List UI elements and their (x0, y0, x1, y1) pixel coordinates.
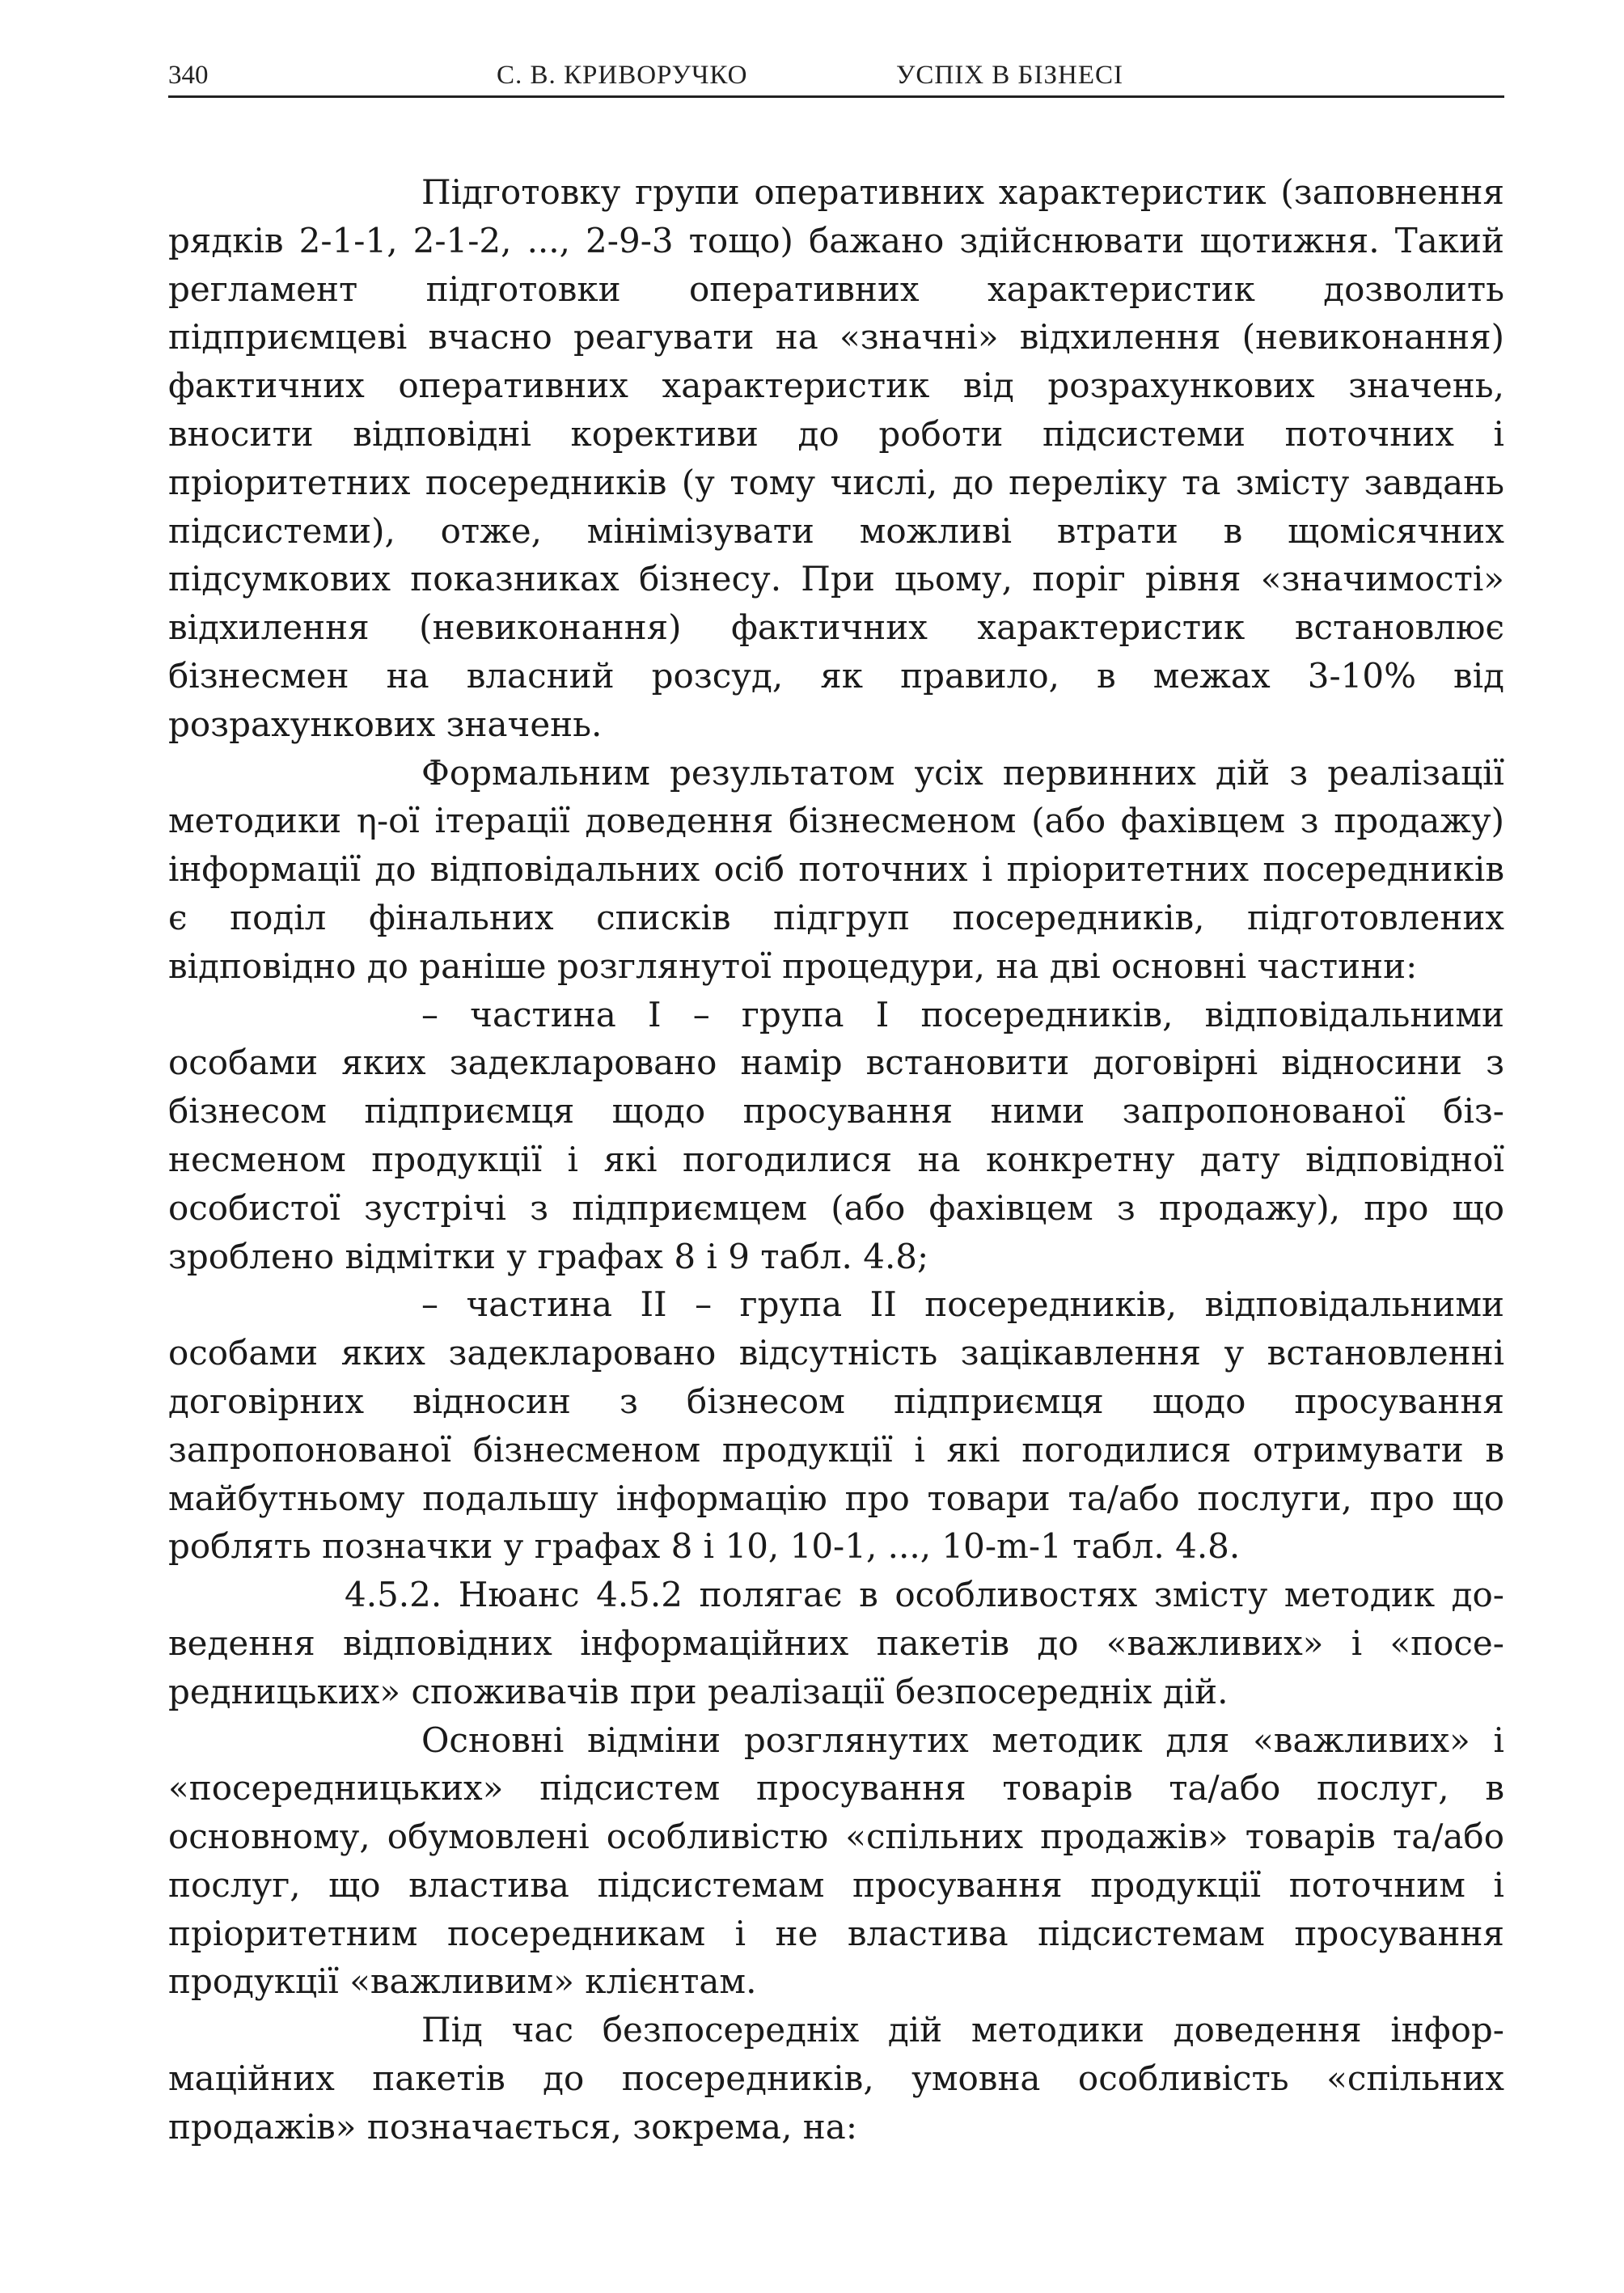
paragraph: Під час безпосередніх дій методики доведення інформаційних пакетів до посередників, умовна особливість «спільних продажів» позначається, зокрема, на: (168, 2010, 1504, 2147)
running-header (168, 53, 1504, 98)
header-author: С. В. КРИВОРУЧКО (497, 61, 748, 90)
paragraph: Підготовку групи оперативних характеристик (заповнення рядків 2-1-1, 2-1-2, ..., 2-9-3 тощо) бажано здійснювати щотижня. Такий регламент підготовки оперативних характеристик дозволить підприємцеві вчасно реагувати на «значні» відхилення (невиконання) фактичних оперативних характеристик від розрахункових значень, вносити відповідні корективи до роботи підсистеми поточних і пріоритетних посередників (у тому числі, до переліку та змісту завдань підсистеми), отже, мінімізувати можливі втрати в щомісячних підсумкових показниках бізнесу. При цьому, поріг рівня «значимості» відхилення (невиконання) фактичних характеристик встановлює бізнесмен на власний розсуд, як правило, в межах 3-10% від розрахункових значень. (168, 172, 1504, 744)
paragraph: Основні відміни розглянутих методик для «важливих» і «посередницьких» підсистем просування товарів та/або послуг, в основному, обумовлені особливістю «спільних продажів» товарів та/або послуг, що властива підсистемам просування продукції поточним і пріоритетним посередникам і не властива підсистемам просування продукції «важливим» клієнтам. (168, 1720, 1504, 2002)
header-book-title: УСПІХ В БІЗНЕСІ (896, 61, 1123, 90)
list-item: – частина I – група I посередників, відповідальними особами яких задекларовано намір встановити договірні відносини з бізнесом підприємця щодо просування ними запропонованої бізнесменом продукції і які погодилися на конкретну дату відповідної особистої зустрічі з підприємцем (або фахівцем з продажу), про що зроблено відмітки у графах 8 і 9 табл. 4.8; (168, 994, 1504, 1276)
list-item: – частина II – група II посередників, відповідальними особами яких задекларовано відсутність зацікавлення у встановленні договірних відносин з бізнесом підприємця щодо просування запропонованої бізнесменом продукції і які погодилися отримувати в майбутньому подальшу інформацію про товари та/або послуги, про що роблять позначки у графах 8 і 10, 10-1, ..., 10-m-1 табл. 4.8. (168, 1284, 1504, 1567)
paragraph: Формальним результатом усіх первинних дій з реалізації методики η-ої ітерації доведення бізнесменом (або фахівцем з продажу) інформації до відповідальних осіб поточних і пріоритетних посередників є поділ фінальних списків підгруп посередників, підготовлених відповідно до раніше розглянутої процедури, на дві основні частини: (168, 752, 1504, 986)
page-number: 340 (168, 61, 209, 90)
page-body (168, 168, 1504, 2151)
section-paragraph: 4.5.2. Нюанс 4.5.2 полягає в особливостях змісту методик доведення відповідних інформаційних пакетів до «важливих» і «посередницьких» споживачів при реалізації безпосередніх дій. (168, 1575, 1504, 1711)
